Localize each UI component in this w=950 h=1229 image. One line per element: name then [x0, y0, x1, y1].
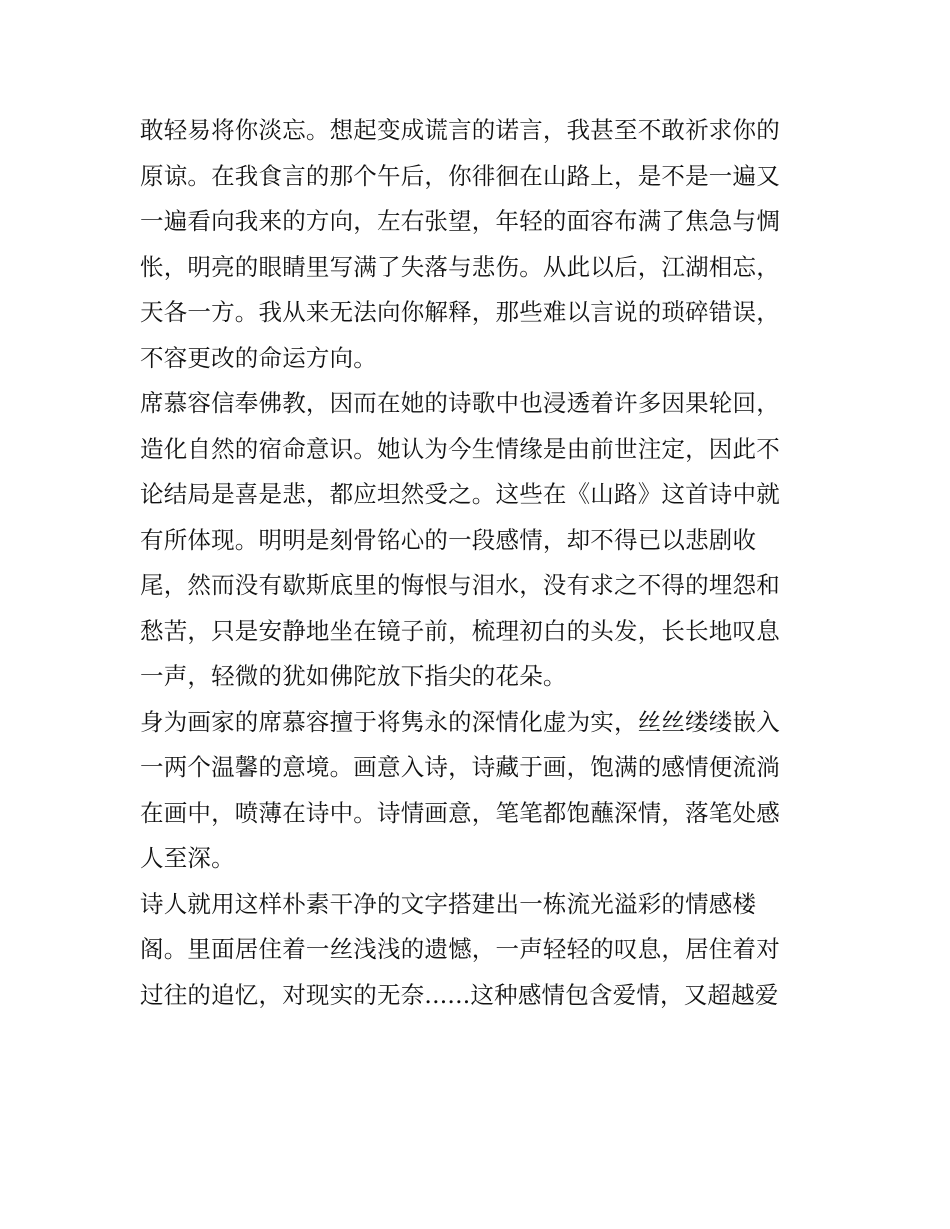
text-line: 天各一方。我从来无法向你解释，那些难以言说的琐碎错误， — [140, 298, 780, 326]
text-line: 席慕容信奉佛教，因而在她的诗歌中也浸透着许多因果轮回， — [140, 389, 780, 417]
text-line: 在画中，喷薄在诗中。诗情画意，笔笔都饱蘸深情，落笔处感 — [140, 798, 780, 827]
text-line: 一遍看向我来的方向，左右张望，年轻的面容布满了焦急与惆 — [140, 207, 780, 235]
text-line: 造化自然的宿命意识。她认为今生情缘是由前世注定，因此不 — [140, 434, 780, 463]
text-line: 人至深。 — [140, 844, 235, 872]
text-line: 原谅。在我食言的那个午后，你徘徊在山路上，是不是一遍又 — [140, 161, 780, 190]
text-line: 不容更改的命运方向。 — [140, 343, 377, 372]
text-line: 过往的追忆，对现实的无奈......这种感情包含爱情，又超越爱 — [140, 980, 779, 1009]
text-line: 诗人就用这样朴素干净的文字搭建出一栋流光溢彩的情感楼 — [140, 889, 757, 918]
text-line: 一两个温馨的意境。画意入诗，诗藏于画，饱满的感情便流淌 — [140, 753, 780, 781]
text-line: 尾，然而没有歇斯底里的悔恨与泪水，没有求之不得的埋怨和 — [140, 571, 780, 599]
text-line: 阁。里面居住着一丝浅浅的遗憾，一声轻轻的叹息，居住着对 — [140, 935, 780, 963]
text-line: 愁苦，只是安静地坐在镜子前，梳理初白的头发，长长地叹息 — [140, 616, 780, 645]
text-line: 身为画家的席慕容擅于将隽永的深情化虚为实，丝丝缕缕嵌入 — [140, 707, 780, 736]
body-text — [140, 108, 820, 1018]
text-line: 一声，轻微的犹如佛陀放下指尖的花朵。 — [140, 662, 567, 690]
text-line: 怅，明亮的眼睛里写满了失落与悲伤。从此以后，江湖相忘， — [140, 252, 780, 281]
text-line: 敢轻易将你淡忘。想起变成谎言的诺言，我甚至不敢祈求你的 — [140, 116, 780, 144]
text-line: 有所体现。明明是刻骨铭心的一段感情，却不得已以悲剧收 — [140, 525, 757, 554]
text-line: 论结局是喜是悲，都应坦然受之。这些在《山路》这首诗中就 — [140, 480, 780, 508]
